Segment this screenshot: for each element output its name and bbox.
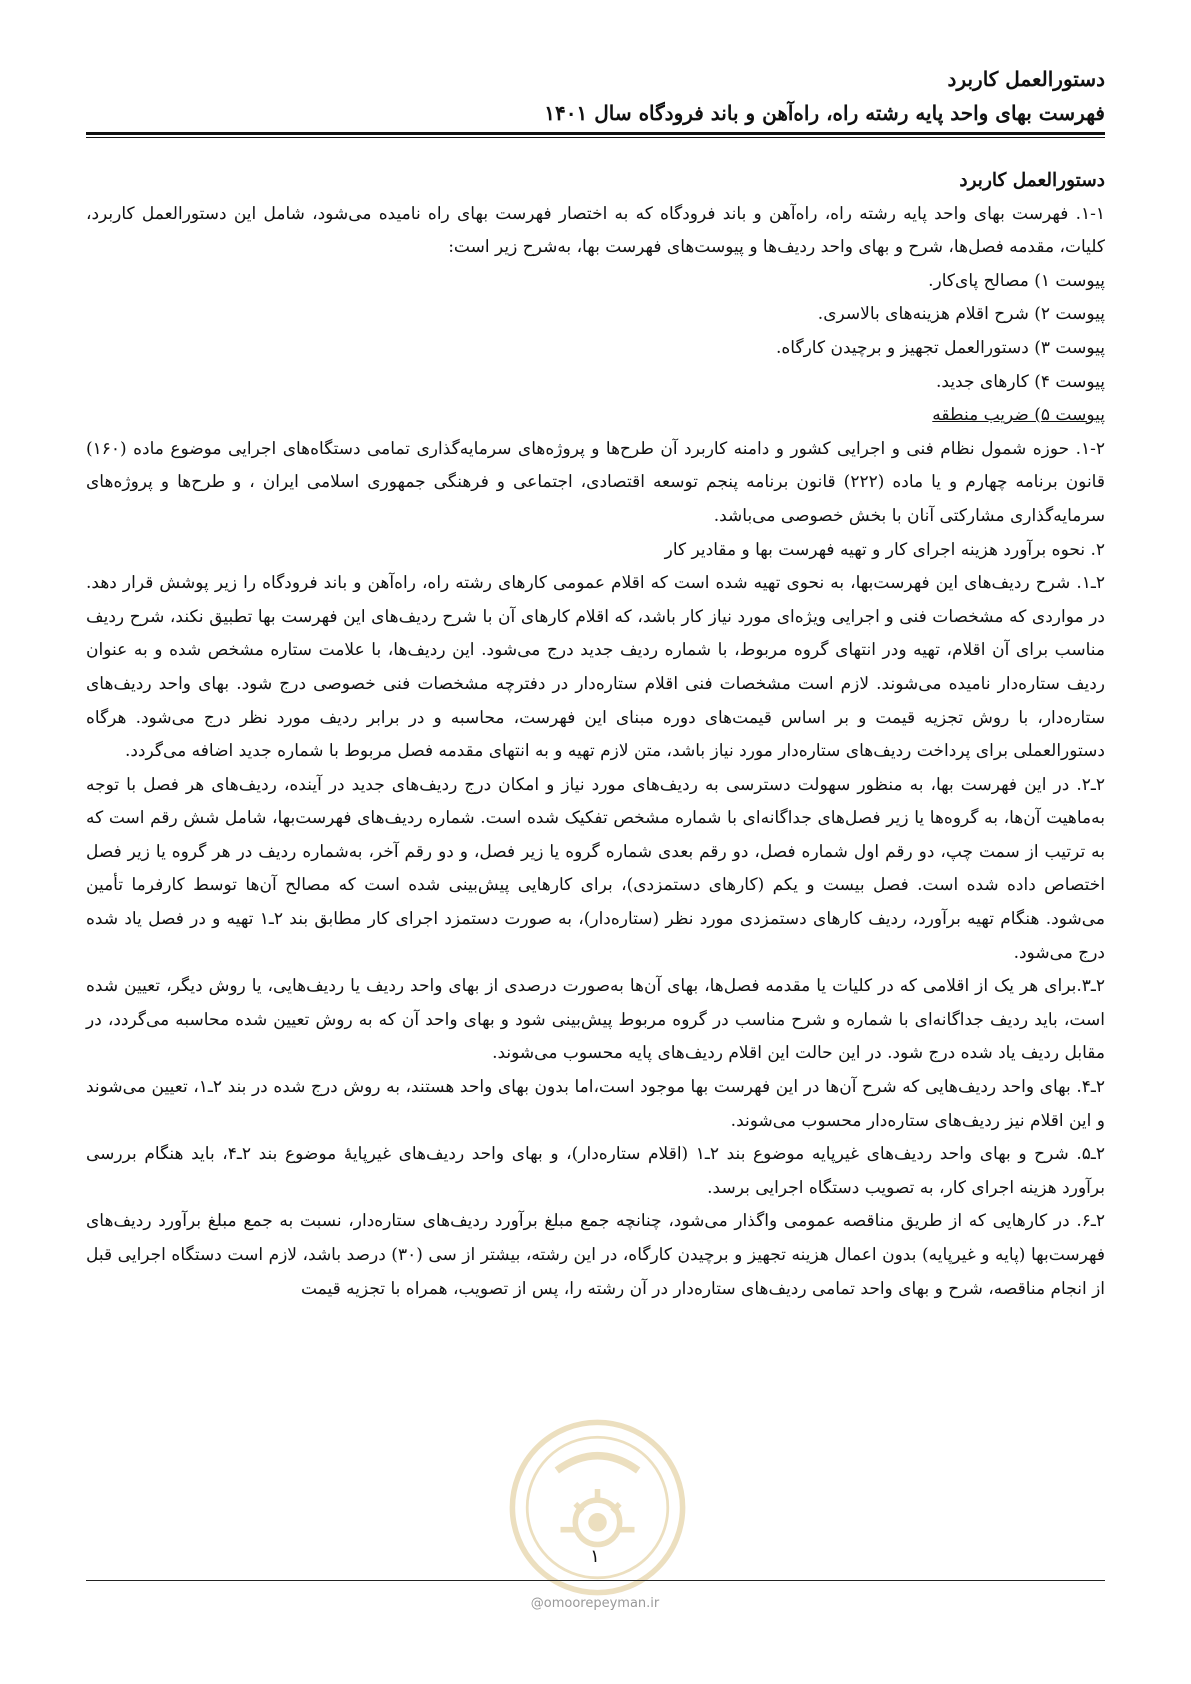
paragraph-2-6: ۲ـ۶. در کارهایی که از طریق مناقصه عمومی واگذار می‌شود، چنانچه جمع مبلغ برآورد ردیف‌های ستاره‌دار، نسبت به جمع مبلغ برآورد ردیف‌های فهرست‌بها (پایه و غیرپایه) بدون اعمال هزینه تجهیز و برچیدن کارگاه، در این رشته، بیشتر از سی (۳۰) درصد باشد، لازم است دستگاه اجرایی قبل از انجام مناقصه، شرح و بهای واحد تمامی ردیف‌های ستاره‌دار در آن رشته را، پس از تصویب، همراه با تجزیه قیمت [86, 1211, 1105, 1299]
paragraph-1-2: ۱-۲. حوزه شمول نظام فنی و اجرایی کشور و دامنه کاربرد آن طرح‌ها و پروژه‌های سرمایه‌گذاری تمامی دستگاه‌های اجرایی موضوع ماده (۱۶۰) قانون برنامه چهارم و یا ماده (۲۲۲) قانون برنامه پنجم توسعه اقتصادی، اجتماعی و فرهنگی جمهوری اسلامی ایران ، و طرح‌ها و پروژه‌های سرمایه‌گذاری مشارکتی آنان با بخش خصوصی می‌باشد. [86, 438, 1105, 526]
page-number: ۱ [590, 1546, 600, 1567]
seal-watermark-icon [505, 1415, 690, 1600]
paragraph-2-4: ۲ـ۴. بهای واحد ردیف‌هایی که شرح آن‌ها در این فهرست بها موجود است،اما بدون بهای واحد هستند، به روش درج شده در بند ۲ـ۱، تعیین می‌شوند و این اقلام نیز ردیف‌های ستاره‌دار محسوب می‌شوند. [86, 1077, 1105, 1131]
header-subtitle: فهرست بهای واحد پایه رشته راه، راه‌آهن و باند فرودگاه سال ۱۴۰۱ [544, 101, 1105, 125]
annex-1: پیوست ۱) مصالح پای‌کار. [928, 270, 1105, 291]
header-rule-thin [86, 137, 1105, 138]
annex-3: پیوست ۳) دستورالعمل تجهیز و برچیدن کارگاه. [775, 337, 1105, 358]
paragraph-1-1: ۱-۱. فهرست بهای واحد پایه رشته راه، راه‌آهن و باند فرودگاه که به اختصار فهرست بهای راه نامیده می‌شود، شامل این دستورالعمل کاربرد، کلیات، مقدمه فصل‌ها، شرح و بهای واحد ردیف‌ها و پیوست‌های فهرست بها، به‌شرح زیر است: [86, 203, 1105, 258]
watermark-url: @omoorepeyman.ir [530, 1596, 660, 1611]
header-rule-thick [86, 132, 1105, 135]
page-header [86, 62, 1105, 130]
paragraph-2-3: ۲ـ۳.برای هر یک از اقلامی که در کلیات یا مقدمه فصل‌ها، بهای آن‌ها به‌صورت درصدی از بهای واحد ردیف یا ردیف‌هایی، یا روش دیگر، تعیین شده است، باید ردیف جداگانه‌ای با شماره و شرح مناسب در گروه مربوط پیش‌بینی شود و بهای واحد آن که به روش تعیین شده محاسبه می‌گردد، در مقابل ردیف یاد شده درج شود. در این حالت این اقلام ردیف‌های پایه محسوب می‌شوند. [86, 976, 1105, 1064]
annex-5-text: پیوست ۵) ضریب منطقه [932, 405, 1105, 426]
section-title: دستورالعمل کاربرد [959, 170, 1105, 191]
section-2-heading: ۲. نحوه برآورد هزینه اجرای کار و تهیه فهرست بها و مقادیر کار [664, 539, 1105, 560]
paragraph-2-2: ۲ـ۲. در این فهرست بها، به منظور سهولت دسترسی به ردیف‌های مورد نیاز و امکان درج ردیف‌های جدید در آینده، ردیف‌های هر فصل با توجه به‌ماهیت آن‌ها، به گروه‌ها یا زیر فصل‌های جداگانه‌ای با شماره مشخص تفکیک شده است. شماره ردیف‌های فهرست‌بها، شامل شش رقم است که به ترتیب از سمت چپ، دو رقم اول شماره فصل، دو رقم بعدی شماره گروه یا زیر فصل، و دو رقم آخر، به‌شماره ردیف در هر گروه یا زیر فصل اختصاص داده شده است. فصل بیست و یکم (کارهای دستمزدی)، برای کارهایی پیش‌بینی شده است که مصالح آن‌ها توسط کارفرما تأمین می‌شود. هنگام تهیه برآورد، ردیف کارهای دستمزدی مورد نظر (ستاره‌دار)، به صورت دستمزد اجرای کار مطابق بند ۲ـ۱ تهیه و در فصل یاد شده درج می‌شود. [86, 774, 1106, 963]
document-body [86, 164, 1105, 1306]
header-title: دستورالعمل کاربرد [947, 67, 1105, 91]
paragraph-2-5: ۲ـ۵. شرح و بهای واحد ردیف‌های غیرپایه موضوع بند ۲ـ۱ (اقلام ستاره‌دار)، و بهای واحد ردیف‌های غیرپایهٔ موضوع بند ۲ـ۴، باید هنگام بررسی برآورد هزینه اجرای کار، به تصویب دستگاه اجرایی برسد. [86, 1144, 1106, 1198]
paragraph-2-1: ۲ـ۱. شرح ردیف‌های این فهرست‌بها، به نحوی تهیه شده است که اقلام عمومی کارهای رشته راه، راه‌آهن و باند فرودگاه را زیر پوشش قرار دهد. در مواردی که مشخصات فنی و اجرایی ویژه‌ای مورد نیاز کار باشد، که اقلام کارهای آن با شرح ردیف‌های این فهرست بها تطبیق نکند، شرح ردیف مناسب برای آن اقلام، تهیه ودر انتهای گروه مربوط، با شماره ردیف جدید درج می‌شود. این ردیف‌ها، با علامت ستاره مشخص شده و به عنوان ردیف ستاره‌دار نامیده می‌شوند. لازم است مشخصات فنی اقلام ستاره‌دار در دفترچه مشخصات فنی خصوصی درج شود. بهای واحد ردیف‌های ستاره‌دار، با روش تجزیه قیمت و بر اساس قیمت‌های دوره مبنای این فهرست، محاسبه و در برابر ردیف مورد نظر درج می‌شود. هرگاه دستورالعملی برای پرداخت ردیف‌های ستاره‌دار مورد نیاز باشد، متن لازم تهیه و به انتهای مقدمه فصل مربوط با شماره جدید اضافه می‌گردد. [86, 573, 1105, 762]
annex-2: پیوست ۲) شرح اقلام هزینه‌های بالاسری. [817, 304, 1105, 325]
annex-5 [86, 399, 1105, 433]
footer-rule [86, 1580, 1105, 1581]
annex-4: پیوست ۴) کارهای جدید. [936, 371, 1105, 392]
